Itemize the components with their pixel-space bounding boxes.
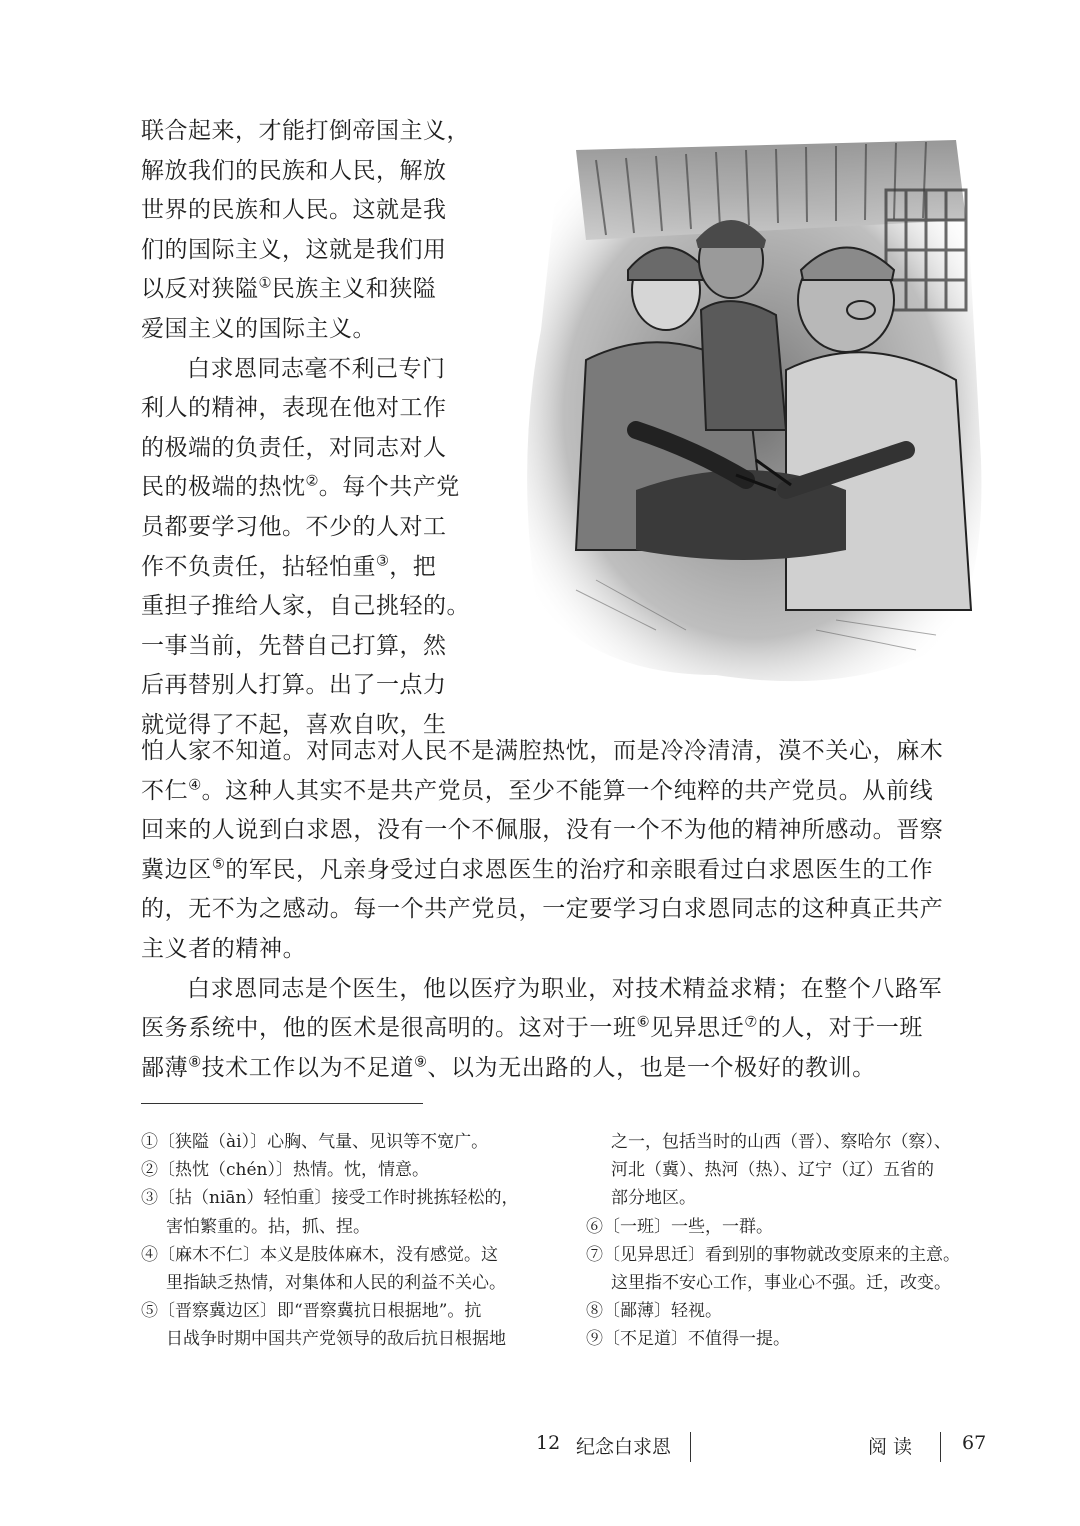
footnote-5-cont: 河北（冀）、热河（热）、辽宁（辽）五省的 <box>611 1160 934 1181</box>
footnote-5-cont: 部分地区。 <box>611 1188 696 1209</box>
body-line <box>141 851 986 891</box>
footnote-ref[interactable]: ⑨ <box>413 1054 428 1071</box>
text-run: 不仁 <box>141 777 189 804</box>
text-run: 。每个共产党 <box>318 474 460 501</box>
body-line: 的，无不为之感动。每一个共产党员，一定要学习白求恩同志的这种真正共产 <box>141 896 944 923</box>
body-line: 解放我们的民族和人民，解放 <box>141 157 447 184</box>
body-line <box>141 270 481 310</box>
body-line: 就觉得了不起，喜欢自吹，生 <box>141 711 447 738</box>
body-line <box>141 468 481 508</box>
footnote-divider <box>141 1103 423 1104</box>
body-line: 主义者的精神。 <box>141 935 307 962</box>
footnote-ref[interactable]: ③ <box>376 552 390 569</box>
footnote-1: ①〔狭隘（ài）〕心胸、气量、见识等不宽广。 <box>141 1132 489 1152</box>
footnote-ref[interactable]: ② <box>305 473 319 490</box>
body-line: 们的国际主义，这就是我们用 <box>141 236 447 263</box>
page-number: 67 <box>962 1432 987 1454</box>
text-run: 鄙薄 <box>141 1054 189 1081</box>
footnote-ref[interactable]: ⑦ <box>744 1014 758 1031</box>
text-run: 。这种人其实不是共产党员，至少不能算一个纯粹的共产党员。从前线 <box>201 777 934 804</box>
wide-text-block <box>141 732 986 1088</box>
footnote-2: ②〔热忱（chén）〕热情。忱，情意。 <box>141 1160 429 1181</box>
lesson-number: 12 <box>536 1432 561 1454</box>
body-line: 后再替别人打算。出了一点力 <box>141 672 447 699</box>
footnote-ref[interactable]: ④ <box>188 776 202 793</box>
text-run: 的军民，凡亲身受过白求恩医生的治疗和亲眼看过白求恩医生的工作 <box>225 856 934 883</box>
body-line: 世界的民族和人民。这就是我 <box>141 197 447 224</box>
footnote-5: ⑤〔晋察冀边区〕即“晋察冀抗日根据地”。抗 <box>141 1301 482 1322</box>
body-line: 利人的精神，表现在他对工作 <box>141 395 447 422</box>
footnote-ref[interactable]: ① <box>258 275 272 292</box>
footnote-3: ③〔拈（niān）轻怕重〕接受工作时挑拣轻松的， <box>141 1188 519 1209</box>
body-line: 怕人家不知道。对同志对人民不是满腔热忱，而是冷冷清清，漠不关心，麻木 <box>141 738 944 764</box>
text-run: 的人，对于一班 <box>757 1015 923 1042</box>
lesson-title: 纪念白求恩 <box>576 1436 672 1458</box>
text-run: 以反对狭隘 <box>141 276 259 303</box>
body-line <box>141 548 481 588</box>
text-run: 作不负责任，拈轻怕重 <box>141 553 376 580</box>
body-line: 白求恩同志是个医生，他以医疗为职业，对技术精益求精；在整个八路军 <box>187 975 943 1002</box>
text-run: 冀边区 <box>141 856 212 883</box>
illustration-svg <box>516 130 986 690</box>
body-line: 爱国主义的国际主义。 <box>141 315 376 342</box>
text-run: 民族主义和狭隘 <box>271 276 437 303</box>
body-line: 联合起来，才能打倒帝国主义， <box>141 118 470 144</box>
body-line <box>141 1049 986 1089</box>
footer-divider <box>690 1432 691 1462</box>
footnotes-left <box>141 1128 551 1354</box>
body-line: 白求恩同志毫不利己专门 <box>187 355 446 382</box>
text-run: 技术工作以为不足道 <box>201 1054 414 1081</box>
footnote-ref[interactable]: ⑧ <box>188 1054 202 1071</box>
body-line <box>141 772 986 812</box>
body-line: 一事当前，先替自己打算，然 <box>141 632 447 659</box>
text-run: 医务系统中，他的医术是很高明的。这对于一班 <box>141 1015 637 1042</box>
body-line: 回来的人说到白求恩，没有一个不佩服，没有一个不为他的精神所感动。晋察 <box>141 817 944 844</box>
footnote-8: ⑧〔鄙薄〕轻视。 <box>586 1301 722 1322</box>
footnote-3-cont: 害怕繁重的。拈，抓、捏。 <box>166 1216 370 1237</box>
narrow-text-column <box>141 112 481 746</box>
body-line: 员都要学习他。不少的人对工 <box>141 513 447 540</box>
text-run: 、以为无出路的人，也是一个极好的教训。 <box>427 1054 876 1081</box>
footer-divider <box>940 1432 941 1462</box>
text-run: 见异思迁 <box>649 1015 745 1042</box>
footnote-ref[interactable]: ⑤ <box>211 856 226 873</box>
body-line <box>141 1009 986 1049</box>
footnote-5-cont: 日战争时期中国共产党领导的敌后抗日根据地 <box>166 1329 506 1350</box>
body-line: 重担子推给人家，自己挑轻的。 <box>141 593 470 620</box>
surgery-scene-illustration <box>516 130 986 690</box>
footnote-5-cont: 之一，包括当时的山西（晋）、察哈尔（察）、 <box>611 1132 951 1152</box>
section-label: 阅 读 <box>868 1436 913 1458</box>
footnote-4-cont: 里指缺乏热情，对集体和人民的利益不关心。 <box>166 1273 506 1294</box>
footnote-ref[interactable]: ⑥ <box>636 1014 650 1031</box>
footnote-4: ④〔麻木不仁〕本义是肢体麻木，没有感觉。这 <box>141 1244 498 1265</box>
text-run: ，把 <box>389 553 437 580</box>
footnote-7-cont: 这里指不安心工作，事业心不强。迁，改变。 <box>611 1273 951 1294</box>
text-run: 民的极端的热忱 <box>141 474 306 501</box>
footnote-6: ⑥〔一班〕一些，一群。 <box>586 1216 773 1237</box>
footnote-9: ⑨〔不足道〕不值得一提。 <box>586 1329 790 1350</box>
footnote-7: ⑦〔见异思迁〕看到别的事物就改变原来的主意。 <box>586 1244 960 1265</box>
body-line: 的极端的负责任，对同志对人 <box>141 434 447 461</box>
footnotes-right <box>586 1128 991 1354</box>
